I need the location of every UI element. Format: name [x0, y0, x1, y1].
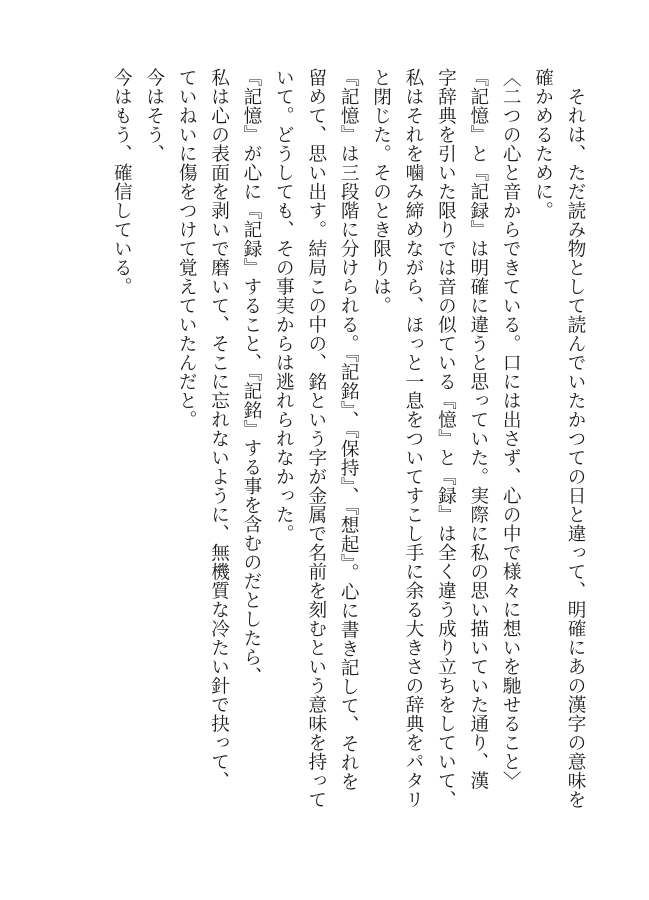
text-line: 『記憶』が心に『記録』すること、『記銘』する事を含むのだとしたら、: [240, 68, 262, 686]
text-line: いて。どうしても、その事実からは逃れられなかった。: [273, 68, 295, 543]
text-line: 『記憶』は三段階に分けられる。『記銘』、『保持』、『想起』。心に書き記して、それを: [338, 68, 360, 792]
text-line: 確かめるために。: [532, 68, 554, 220]
text-line: 字辞典を引いた限りでは音の似ている『憶』と『録』は全く違う成り立ちをしていて、: [435, 68, 457, 809]
text-line: 今はもう、確信している。: [111, 68, 133, 296]
text-line: 『記憶』と『記録』は明確に違うと思っていた。実際に私の思い描いていた通り、漢: [467, 68, 489, 790]
text-line: 今はそう、: [143, 68, 165, 163]
text-line: 〈二つの心と音からできている。口には出さず、心の中で様々に想いを馳せること〉: [500, 68, 522, 790]
text-line: 私は心の表面を剥いで磨いて、そこに忘れないように、無機質な冷たい針で抉って、: [208, 68, 230, 790]
text-line: と閉じた。そのとき限りは。: [370, 68, 392, 315]
vertical-text-body: [105, 68, 591, 838]
text-line: 私はそれを噛み締めながら、ほっと一息をついてすこし手に余る大きさの辞典をパタリ: [402, 68, 424, 809]
text-line: それは、ただ読み物として読んでいたかつての日と違って、明確にあの漢字の意味を: [565, 68, 586, 809]
text-line: ていねいに傷をつけて覚えていたんだと。: [176, 68, 198, 429]
text-line: 留めて、思い出す。結局この中の、銘という字が金属で名前を刻むという意味を持って: [305, 68, 327, 809]
